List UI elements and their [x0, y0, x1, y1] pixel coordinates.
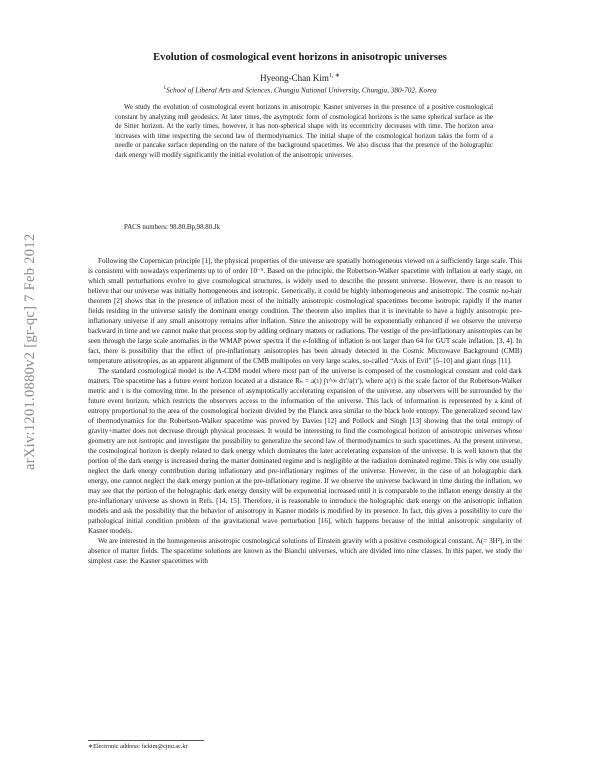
paragraph: Following the Copernican principle [1], the physical properties of the universe are spatially homogeneous viewed on a sufficiently large scale. This is consistent with nowadays experiments up to of order 10⁻⁵. Based on the principle, the Robertson-Walker spacetime with inflation at early stage, on which small perturbations evolve to give cosmological structures, is widely used to describe the present universe. However, there is no reason to believe that our universe was initially homogeneous and isotropic. Generically, it could be highly inhomogeneous and anisotropic. The cosmic no-hair theorem [2] shows that in the presence of inflation most of the initially anisotropic cosmological spacetimes become isotropic rapidly if the matter fields residing in the universe satisfy the dominant energy condition. The theorem also implies that it is inevitable to have a highly anisotropic pre-inflationary universe if any small anisotropy remains after inflation. Since the anisotropy will be exponentially enhanced if we observe the universe backward in time and we cannot make that process stop by adding ordinary matters or radiations. The vestige of the pre-inflationary anisotropies can be seen through the large scale anomalies in the WMAP power spectra if the e-folding of inflation is not larger than 64 for GUT scale inflation. [3, 4]. In fact, there is possibility that the effect of pre-inflationary anisotropies has been already detected in the Cosmic Microwave Background (CMB) temperature anisotropies, as an apparent alignment of the CMB multipoles on very large scales, so-called “Axis of Evil” [5–10] and giant rings [11].: [88, 257, 522, 365]
paper-title: Evolution of cosmological event horizons in anisotropic universes: [153, 52, 447, 63]
paragraph: The standard cosmological model is the Λ-CDM model where most part of the universe is composed of the cosmological constant and cold dark matters. The spacetime has a future event horizon located at a distance Rₕ = a(τ) ∫τ^∞ dτ′/a(τ′), where a(τ) is the scale factor of the Robertson-Walker metric and τ is the comoving time. In the presence of asymptotically accelerating expansion of the universe, any observers will be surrounded by the future event horizon, which restricts the observers access to the information of the universe. This lack of information is represented by a kind of entropy proportional to the area of the cosmological horizon divided by the Planck area similar to the black hole entropy. The generalized second law of thermodynamics for the Robertson-Walker spacetime was proved by Davies [12] and Pollock and Singh [13] showing that the total entropy of gravity+matter does not decrease through physical processes. It would be interesting to find the cosmological horizon of anisotropic universes whose geometry are not isotropic and investigate the possibility to generalize the second law of thermodynamics to such spacetimes. At the present universe, the cosmological horizon is deeply related to dark energy which dominates the later accelerating expansion of the universe. It is well known that the portion of the dark energy is increased during the matter dominated regime and is negligible at the radiation dominated regime. This is why one usually neglect the dark energy contribution during inflationary and pre-inflationary regimes of the universe. However, in the case of an holographic dark energy, one cannot neglect the dark energy portion at the pre-inflationary regime. If we observe the universe backward in time during the inflation, we may see that the portion of the holographic dark energy density will be exponential increased until it is comparable to the inflaton energy density at the pre-inflationary universe as shown in Refs. [14, 15]. Therefore, it is reasonable to introduce the holographic dark energy on the anisotropic inflation models and ask the possibility that the behavior of anisotropy in Kasner models is modified by its presence. In fact, this gives a possibility to cure the pathological initial condition problem of the gravitational wave perturbation [16], which happens because of the initial anisotropic singularity of Kasner models.: [88, 367, 522, 535]
paragraph: We are interested in the homogeneous anisotropic cosmological solutions of Einstein gravity with a positive cosmological constant, Λ(= 3H²), in the absence of matter fields. The spacetime solutions are known as the Bianchi universes, which are divided into nine classes. In this paper, we study the simplest case: the Kasner spacetimes with: [88, 537, 522, 565]
affiliation-mark: 1: [163, 85, 167, 91]
author-marks: 1, ∗: [328, 73, 340, 79]
affiliation-text: School of Liberal Arts and Sciences, Chungju National University, Chungju, 380-702, Korea: [166, 85, 437, 95]
footnote-rule: [88, 740, 204, 741]
arxiv-identifier-stamp: arXiv:1201.0880v2 [gr-qc] 7 Feb 2012: [22, 233, 38, 470]
author-name: Hyeong-Chan Kim: [260, 73, 329, 83]
affiliation: [0, 85, 600, 94]
footnote: ∗Electronic address: hckim@cjnu.ac.kr: [88, 743, 188, 750]
pacs-numbers: PACS numbers: 98.80.Bp,98.80.Jk: [124, 224, 221, 231]
abstract: We study the evolution of cosmological event horizons in anisotropic Kasner universes in the presence of a positive cosmological constant by analyzing null geodesics. At later times, the asymptotic form of cosmological horizons is the same spherical surface as the de Sitter horizon. At the early times, however, it has non-spherical shape with its eccentricity decreases with time. The horizon area increases with time respecting the second law of thermodynamics. The initial shape of the cosmological horizon takes the form of a needle or pancake surface depending on the nature of the background spacetimes. We also discuss that the presence of the holographic dark energy will modify significantly the initial evolution of the anisotropic universes.: [115, 104, 493, 159]
body-text: [88, 256, 522, 566]
author-line: [0, 72, 600, 83]
